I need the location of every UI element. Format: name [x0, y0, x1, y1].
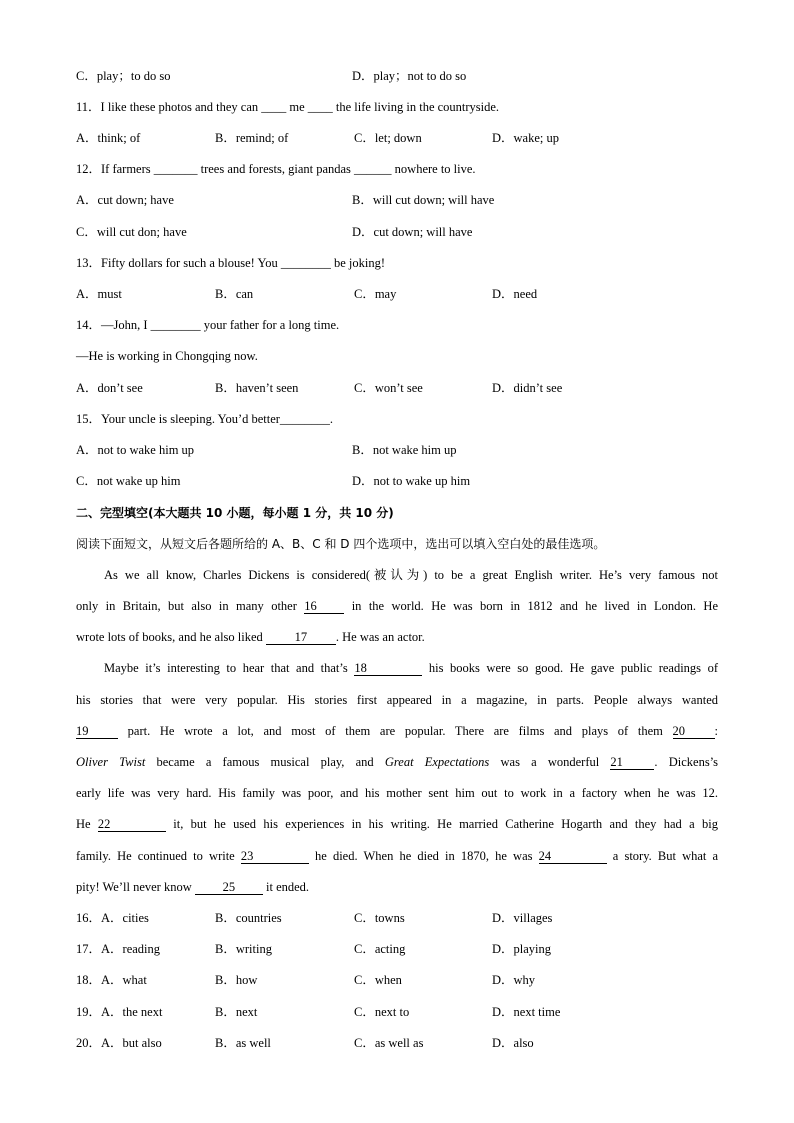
q15-stem: 15．Your uncle is sleeping. You’d better________.	[76, 412, 334, 426]
passage-line: He 22 it, but he used his experiences in his writing. He married Catherine Hogarth and they had a big	[76, 817, 719, 831]
q12-stem: 12．If farmers _______ trees and forests, giant pandas ______ nowhere to live.	[76, 162, 476, 176]
q11-option-c: C．let; down	[354, 131, 422, 145]
q14-option-c: C．won’t see	[354, 381, 423, 395]
q19-option-a: 19．A．the next	[76, 1005, 163, 1019]
q12-options-cd	[76, 222, 718, 242]
q10-option-c: C．play；to do so	[76, 69, 171, 83]
q12-options-ab	[76, 190, 718, 210]
q12-option-c: C．will cut don; have	[76, 225, 187, 239]
q19-option-c: C．next to	[354, 1005, 410, 1019]
q18-options	[76, 970, 718, 990]
q14-option-b: B．haven’t seen	[215, 381, 299, 395]
blank-19: 19	[76, 724, 118, 739]
q15-option-d: D．not to wake up him	[352, 474, 471, 488]
q11-option-b: B．remind; of	[215, 131, 289, 145]
q20-option-a: 20．A．but also	[76, 1036, 162, 1050]
q10-option-d: D．play；not to do so	[352, 69, 467, 83]
q20-option-d: D．also	[492, 1036, 534, 1050]
q12-option-d: D．cut down; will have	[352, 225, 473, 239]
q15-option-c: C．not wake up him	[76, 474, 181, 488]
q15-option-a: A．not to wake him up	[76, 443, 195, 457]
section-title: 二、完型填空(本大题共 10 小题，每小题 1 分，共 10 分)	[76, 506, 394, 520]
blank-18: 18	[354, 661, 422, 676]
q14-reply: —He is working in Chongqing now.	[76, 349, 258, 363]
q17-options	[76, 939, 718, 959]
q11-stem: 11．I like these photos and they can ____ me ____ the life living in the countryside.	[76, 100, 500, 114]
q13-option-d: D．need	[492, 287, 538, 301]
blank-16: 16	[304, 599, 344, 614]
q11-option-a: A．think; of	[76, 131, 141, 145]
passage-line: 19 part. He wrote a lot, and most of them are popular. There are films and plays of them 20 :	[76, 724, 718, 738]
q13-option-b: B．can	[215, 287, 254, 301]
blank-20: 20	[673, 724, 715, 739]
q20-options	[76, 1033, 718, 1053]
q17-option-d: D．playing	[492, 942, 552, 956]
q20-option-c: C．as well as	[354, 1036, 424, 1050]
q13-options	[76, 284, 718, 304]
q20-option-b: B．as well	[215, 1036, 271, 1050]
q18-option-c: C．when	[354, 973, 402, 987]
q14-option-a: A．don’t see	[76, 381, 143, 395]
q15-options-cd	[76, 471, 718, 491]
q15-options-ab	[76, 440, 718, 460]
passage-line: wrote lots of books, and he also liked 17 . He was an actor.	[76, 630, 425, 644]
q17-option-c: C．acting	[354, 942, 406, 956]
q14-option-d: D．didn’t see	[492, 381, 563, 395]
passage-line: only in Britain, but also in many other 16 in the world. He was born in 1812 and he lived in London. He	[76, 599, 719, 613]
q19-options	[76, 1002, 718, 1022]
blank-24: 24	[539, 849, 607, 864]
passage-line: As we all know, Charles Dickens is considered(被认为) to be a great English writer. He’s very famous not	[104, 568, 718, 582]
q18-option-d: D．why	[492, 973, 536, 987]
q19-option-d: D．next time	[492, 1005, 561, 1019]
blank-23: 23	[241, 849, 309, 864]
q10-options-cd	[76, 66, 718, 86]
q12-option-a: A．cut down; have	[76, 193, 174, 207]
q18-option-a: 18．A．what	[76, 973, 147, 987]
passage-line: family. He continued to write 23 he died. When he died in 1870, he was 24 a story. But what a	[76, 849, 719, 863]
q13-stem: 13．Fifty dollars for such a blouse! You ________ be joking!	[76, 256, 386, 270]
q19-option-b: B．next	[215, 1005, 258, 1019]
q14-options	[76, 378, 718, 398]
q17-option-a: 17．A．reading	[76, 942, 161, 956]
blank-17: 17	[266, 630, 336, 645]
q11-option-d: D．wake; up	[492, 131, 559, 145]
section-instruction: 阅读下面短文，从短文后各题所给的 A、B、C 和 D 四个选项中，选出可以填入空白处的最佳选项。	[76, 537, 606, 551]
q16-option-c: C．towns	[354, 911, 405, 925]
q17-option-b: B．writing	[215, 942, 272, 956]
passage-line: early life was very hard. His family was poor, and his mother sent him out to work in a factory when he was 12.	[76, 786, 718, 800]
passage-line: his stories that were very popular. His stories first appeared in a magazine, in parts. People always wanted	[76, 693, 718, 707]
blank-22: 22	[98, 817, 166, 832]
passage-line: Maybe it’s interesting to hear that and that’s 18 his books were so good. He gave public readings of	[104, 661, 719, 675]
q13-option-a: A．must	[76, 287, 122, 301]
q15-option-b: B．not wake him up	[352, 443, 457, 457]
passage-line: pity! We’ll never know 25 it ended.	[76, 880, 310, 894]
q16-options	[76, 908, 718, 928]
q13-option-c: C．may	[354, 287, 397, 301]
q11-options	[76, 128, 718, 148]
q16-option-d: D．villages	[492, 911, 553, 925]
blank-25: 25	[195, 880, 263, 895]
q18-option-b: B．how	[215, 973, 258, 987]
q16-option-a: 16．A．cities	[76, 911, 149, 925]
q14-stem: 14．—John, I ________ your father for a long time.	[76, 318, 340, 332]
blank-21: 21	[610, 755, 654, 770]
q12-option-b: B．will cut down; will have	[352, 193, 495, 207]
q16-option-b: B．countries	[215, 911, 282, 925]
passage-line: Oliver Twist became a famous musical play, and Great Expectations was a wonderful 21 . Dickens’s	[76, 755, 719, 769]
